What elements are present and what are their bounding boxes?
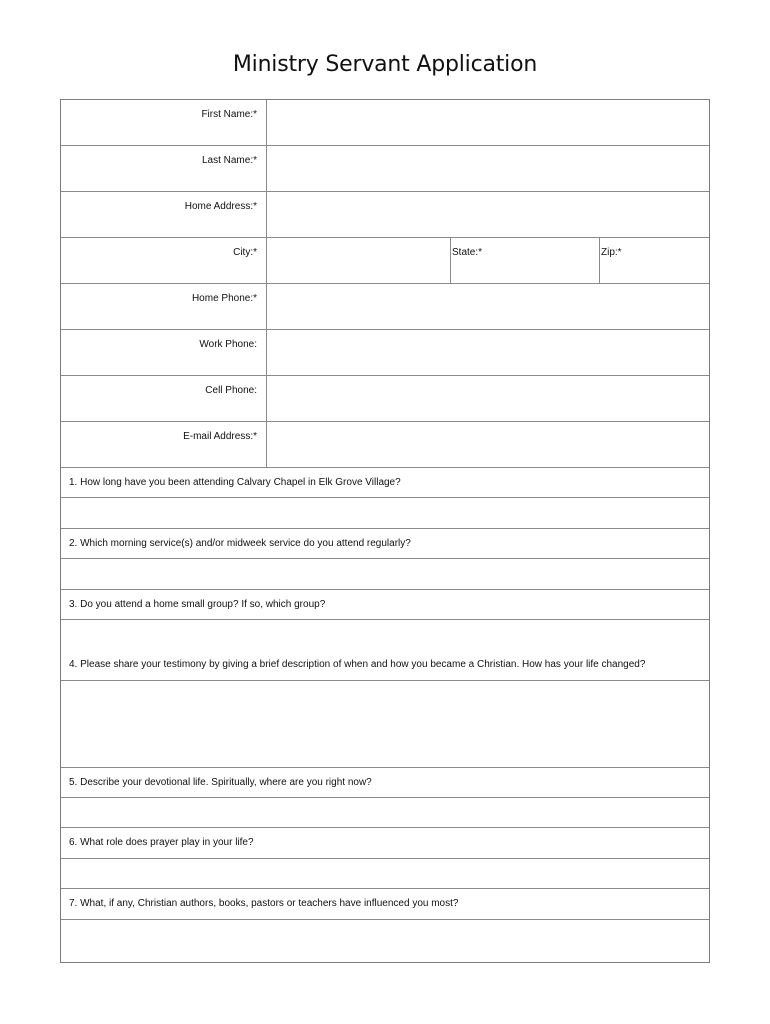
first-name-label: First Name:* bbox=[201, 109, 257, 120]
question-1-label: 1. How long have you been attending Calvary Chapel in Elk Grove Village? bbox=[69, 477, 401, 488]
email-field[interactable] bbox=[268, 424, 708, 465]
work-phone-label: Work Phone: bbox=[199, 339, 257, 350]
question-6-answer[interactable] bbox=[63, 860, 707, 886]
question-6-label: 6. What role does prayer play in your life? bbox=[69, 837, 254, 848]
row-divider bbox=[61, 421, 709, 422]
state-label: State:* bbox=[452, 247, 483, 258]
question-1-answer[interactable] bbox=[63, 499, 707, 526]
row-divider bbox=[61, 283, 709, 284]
last-name-field[interactable] bbox=[268, 148, 708, 189]
state-field[interactable] bbox=[452, 260, 597, 281]
city-field[interactable] bbox=[268, 240, 448, 281]
row-divider bbox=[61, 329, 709, 330]
home-phone-label: Home Phone:* bbox=[191, 293, 257, 304]
work-phone-field[interactable] bbox=[268, 332, 708, 373]
row-divider bbox=[61, 589, 709, 590]
row-divider bbox=[61, 467, 709, 468]
question-5-label: 5. Describe your devotional life. Spiritually, where are you right now? bbox=[69, 777, 372, 788]
question-7-label: 7. What, if any, Christian authors, books, pastors or teachers have influenced you most? bbox=[69, 898, 459, 909]
zip-column-divider bbox=[599, 237, 600, 283]
row-divider bbox=[61, 767, 709, 768]
question-3-label: 3. Do you attend a home small group? If so, which group? bbox=[69, 599, 326, 610]
row-divider bbox=[61, 497, 709, 498]
cell-phone-label: Cell Phone: bbox=[205, 385, 257, 396]
row-divider bbox=[61, 827, 709, 828]
label-column-divider bbox=[266, 100, 267, 467]
row-divider bbox=[61, 528, 709, 529]
question-2-label: 2. Which morning service(s) and/or midweek service do you attend regularly? bbox=[69, 538, 411, 549]
question-7-answer[interactable] bbox=[63, 921, 707, 961]
state-column-divider bbox=[450, 237, 451, 283]
question-5-answer[interactable] bbox=[63, 799, 707, 825]
row-divider bbox=[61, 797, 709, 798]
row-divider bbox=[61, 237, 709, 238]
cell-phone-field[interactable] bbox=[268, 378, 708, 419]
home-address-label: Home Address:* bbox=[184, 201, 257, 212]
row-divider bbox=[61, 619, 709, 620]
row-divider bbox=[61, 145, 709, 146]
page-title: Ministry Servant Application bbox=[232, 52, 538, 77]
row-divider bbox=[61, 888, 709, 889]
question-4-label: 4. Please share your testimony by giving a brief description of when and how you became a Christian. How has your life changed? bbox=[69, 659, 646, 670]
row-divider bbox=[61, 375, 709, 376]
question-2-answer[interactable] bbox=[63, 560, 707, 587]
zip-field[interactable] bbox=[601, 260, 708, 281]
row-divider bbox=[61, 919, 709, 920]
row-divider bbox=[61, 191, 709, 192]
application-form bbox=[60, 99, 710, 963]
zip-label: Zip:* bbox=[601, 247, 622, 258]
question-4-answer[interactable] bbox=[63, 682, 707, 765]
city-label: City:* bbox=[233, 247, 257, 258]
row-divider bbox=[61, 858, 709, 859]
first-name-field[interactable] bbox=[268, 102, 708, 143]
email-label: E-mail Address:* bbox=[183, 431, 257, 442]
last-name-label: Last Name:* bbox=[201, 155, 257, 166]
home-phone-field[interactable] bbox=[268, 286, 708, 327]
home-address-field[interactable] bbox=[268, 194, 708, 235]
row-divider bbox=[61, 680, 709, 681]
row-divider bbox=[61, 558, 709, 559]
